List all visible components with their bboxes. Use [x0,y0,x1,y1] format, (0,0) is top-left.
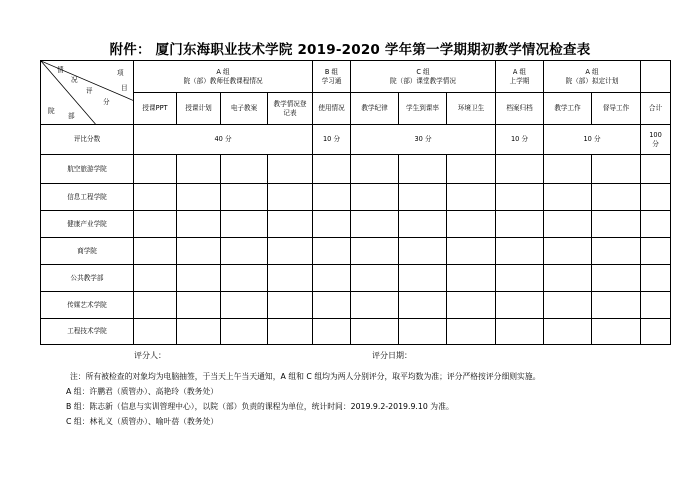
score-date-label: 评分日期： [372,351,412,360]
column-header: 学生到课率 [399,93,447,125]
column-header: 合计 [641,93,671,125]
score-c: 30 分 [351,125,496,155]
note-group-b: B 组：陈志新（信息与实训管理中心），以院（部）负责的课程为单位，统计时间：2019.9.2-2019.9.10 为准。 [66,402,454,411]
corner-char: 部 [68,112,75,120]
row-label: 商学院 [41,238,134,265]
corner-char: 评 [86,87,93,95]
table-row [41,211,671,238]
score-b: 10 分 [313,125,351,155]
row-label: 公共教学部 [41,265,134,292]
column-header: 教学情况登记表 [268,93,313,125]
column-header: 电子教案 [221,93,268,125]
table-row [41,265,671,292]
column-header: 档案归档 [496,93,544,125]
group-header: A 组 院（部）拟定计划 [544,61,641,93]
table-row [41,319,671,345]
note-main: 注：所有被检查的对象均为电脑抽签，于当天上午当天通知，A 组和 C 组均为两人分别评分，取平均数为准；评分严格按评分细则实施。 [70,372,541,381]
column-header: 督导工作 [592,93,641,125]
corner-char: 目 [121,84,128,92]
note-group-a: A 组：许鹏君（质管办）、高艳玲（教务处） [66,387,219,396]
group-header: A 组 上学期 [496,61,544,93]
row-label: 健康产业学院 [41,211,134,238]
note-group-c: C 组：林礼义（质管办）、喻叶蓓（教务处） [66,417,219,426]
table-row [41,292,671,319]
table-row [41,238,671,265]
row-label: 航空旅游学院 [41,155,134,184]
column-header: 使用情况 [313,93,351,125]
score-e: 10 分 [544,125,641,155]
row-label: 传媒艺术学院 [41,292,134,319]
corner-char: 情 [57,66,64,74]
group-header: A 组 院（部）教师任教课程情况 [134,61,313,93]
corner-char: 况 [71,76,78,84]
score-a: 40 分 [134,125,313,155]
corner-char: 院 [48,107,55,115]
score-d: 10 分 [496,125,544,155]
corner-char: 项 [117,69,124,77]
corner-char: 分 [103,98,110,106]
group-header: C 组 院（部）课堂教学情况 [351,61,496,93]
score-total: 100 分 [641,125,671,155]
column-header: 教学纪律 [351,93,399,125]
column-header: 授课PPT [134,93,177,125]
scorer-label: 评分人： [134,351,166,360]
notes-section [46,369,666,429]
score-label: 评比分数 [41,125,134,155]
table-row [41,155,671,184]
table-row [41,184,671,211]
row-label: 工程技术学院 [41,319,134,345]
header-corner-cell [41,61,134,125]
column-header: 教学工作 [544,93,592,125]
group-header: B 组 学习通 [313,61,351,93]
column-header: 环境卫生 [447,93,496,125]
column-header: 授课计划 [177,93,221,125]
group-header-empty [641,61,671,93]
row-label: 信息工程学院 [41,184,134,211]
document-title: 附件： 厦门东海职业技术学院 2019-2020 学年第一学期期初教学情况检查表 [109,42,591,58]
inspection-table [40,60,671,345]
